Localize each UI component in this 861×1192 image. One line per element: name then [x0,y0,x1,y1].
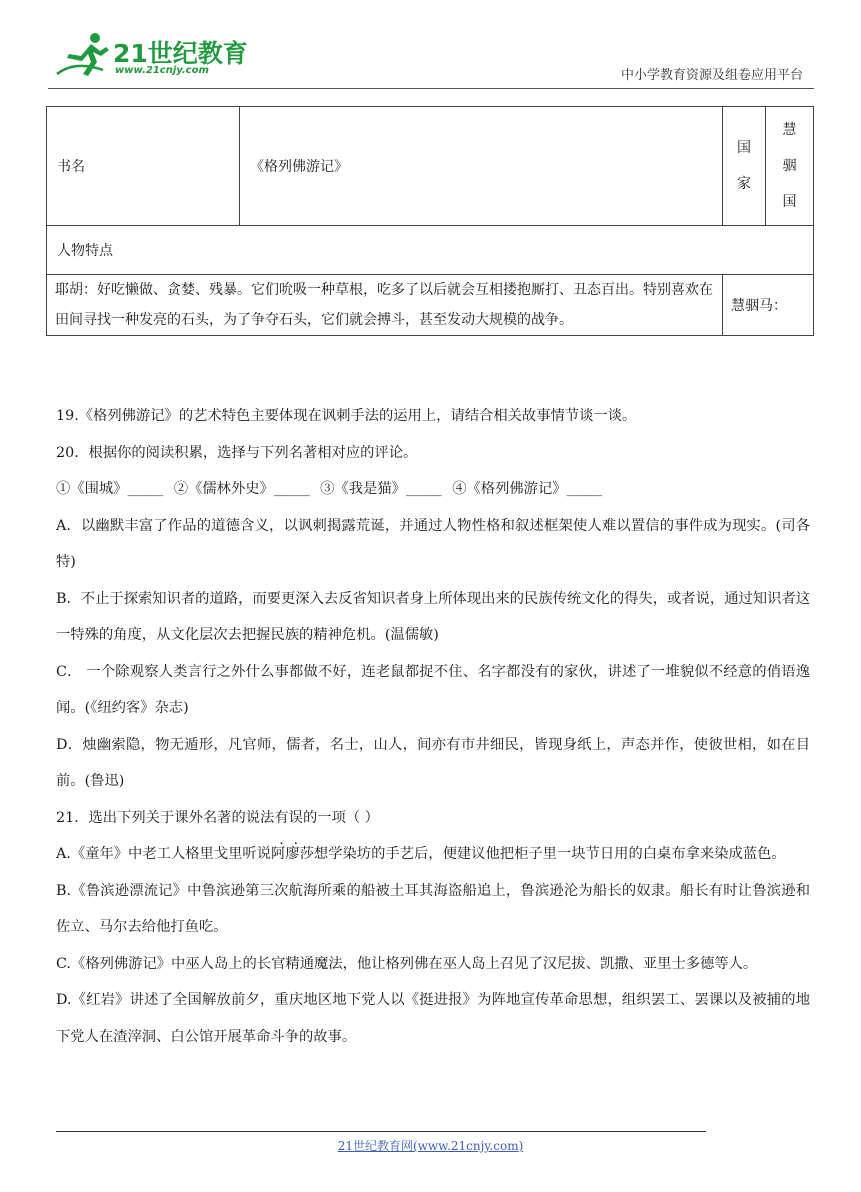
platform-title: 中小学教育资源及组卷应用平台 [620,68,803,83]
logo-text: 21世纪教育 [113,39,248,68]
question-20-option-c: C． 一个除观察人类言行之外什么事都做不好，连老鼠都捉不住、名字都没有的家伙，讲述了一堆貌似不经意的俏语逸闻。(《纽约客》杂志) [56,663,810,716]
table-row [47,275,814,336]
question-content [56,398,810,1055]
book-label: 书名 [57,159,85,175]
book-info-table [46,106,814,336]
country-label-char: 家 [737,176,751,192]
country-value-char: 骃 [782,158,797,174]
book-title: 《格列佛游记》 [250,159,348,175]
question-21-prefix: 21．选出下列关于课外名著的说法 [56,809,275,826]
houyhnhnm-cell [723,275,814,336]
emphasis-char: 有 [274,809,289,826]
table-row [47,226,814,275]
footer-divider [56,1131,706,1132]
features-label: 人物特点 [57,243,113,259]
question-21-option-a: A.《童年》中老工人格里戈里听说阿廖莎想学染坊的手艺后，便建议他把柜子里一块节日用的白桌布拿来染成蓝色。 [56,846,786,862]
question-21 [56,800,810,837]
footer-link[interactable]: 21世纪教育网(www.21cnjy.com) [337,1139,524,1153]
logo-url: www.21cnjy.com [115,65,209,76]
book-title-cell [240,107,723,226]
question-20-option-a: A．以幽默丰富了作品的道德含义，以讽刺揭露荒诞，并通过人物性格和叙述框架使人难以置信的事件成为现实。(司各特) [56,517,810,570]
yahoo-description: 耶胡：好吃懒做、贪婪、残暴。它们吮吸一种草根，吃多了以后就会互相搂抱厮打、丑态百出。特别喜欢在田间寻找一种发亮的石头，为了争夺石头，它们就会搏斗，甚至发动大规模的战争。 [55,282,713,328]
site-logo[interactable] [55,30,255,86]
yahoo-desc-cell [47,275,723,336]
houyhnhnm-label: 慧骃马： [731,298,787,314]
country-label-char: 国 [737,140,751,156]
page-header [0,0,861,95]
question-20-option-d: D．烛幽索隐，物无遁形，凡官师，儒者，名士，山人，间亦有市井细民，皆现身纸上，声态并作，使彼世相，如在目前。(鲁迅) [56,736,810,789]
question-21-option-d: D.《红岩》讲述了全国解放前夕，重庆地区地下党人以《挺进报》为阵地宣传革命思想，组织罢工、罢课以及被捕的地下党人在渣滓洞、白公馆开展革命斗争的故事。 [56,992,810,1045]
country-value-char: 慧 [782,122,797,138]
table-row [47,107,814,226]
question-21-suffix: 的一项（ ） [302,809,379,826]
header-divider [48,88,814,89]
emphasis-char: 误 [288,809,303,826]
features-label-cell [47,226,814,275]
question-20-option-b: B．不止于探索知识者的道路，而要更深入去反省知识者身上所体现出来的民族传统文化的得失，或者说，通过知识者这一特殊的角度，从文化层次去把握民族的精神危机。(温儒敏) [56,590,810,643]
question-21-option-c: C.《格列佛游记》中巫人岛上的长官精通魔法，他让格列佛在巫人岛上召见了汉尼拔、凯撒、亚里士多德等人。 [56,955,758,972]
country-value-cell [766,107,814,226]
country-label-cell [723,107,766,226]
book-label-cell [47,107,240,226]
country-value-char: 国 [782,194,797,210]
runner-icon [55,30,115,80]
question-21-option-b: B.《鲁滨逊漂流记》中鲁滨逊第三次航海所乘的船被土耳其海盗船追上，鲁滨逊沦为船长的奴隶。船长有时让鲁滨逊和佐立、马尔去给他打鱼吃。 [56,882,810,935]
question-19: 19.《格列佛游记》的艺术特色主要体现在讽刺手法的运用上，请结合相关故事情节谈一谈。 [56,408,637,424]
question-20: 20．根据你的阅读积累，选择与下列名著相对应的评论。 [56,444,418,461]
question-20-items: ①《围城》_____ ②《儒林外史》_____ ③《我是猫》_____ ④《格列佛游记》_____ [56,481,603,497]
